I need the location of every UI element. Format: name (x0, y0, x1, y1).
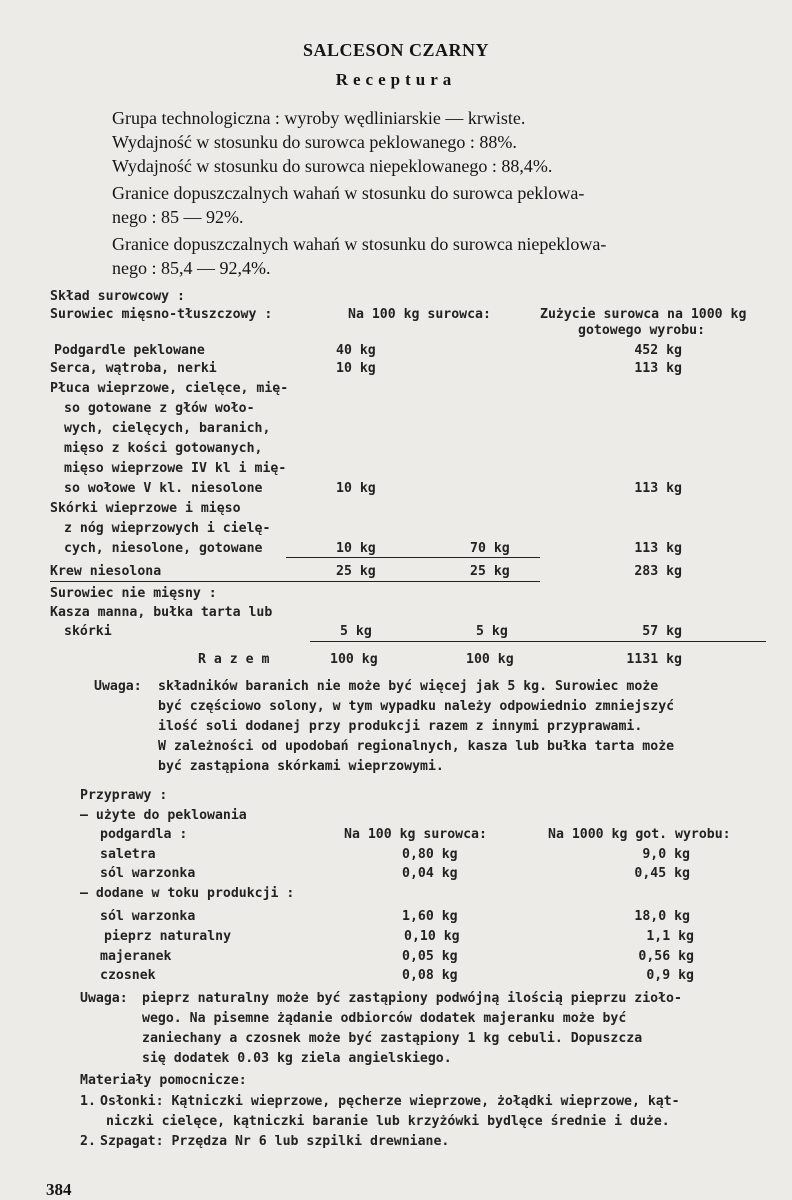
spice-100kg: 0,80 kg (402, 847, 458, 862)
spice-1000kg: 9,0 kg (642, 847, 690, 862)
table-row-label: so wołowe V kl. niesolone (64, 481, 263, 496)
intro-line: Granice dopuszczalnych wahań w stosunku do surowca peklowa- (112, 183, 585, 203)
divider (286, 557, 540, 558)
cell-1000kg: 113 kg (634, 541, 682, 556)
table-row-label: Krew niesolona (50, 564, 162, 579)
cell-peklowany: 70 kg (470, 541, 510, 556)
intro-line: Wydajność w stosunku do surowca niepeklowanego : 88,4%. (112, 156, 553, 176)
item-line: Szpagat: Przędza Nr 6 lub szpilki drewniane. (100, 1134, 450, 1149)
spice-name: pieprz naturalny (104, 929, 232, 944)
table-row-label: mięso wieprzowe IV kl i mię- (64, 461, 287, 476)
cell-100kg: 10 kg (336, 361, 376, 376)
spice-100kg: 0,10 kg (404, 929, 460, 944)
cell-1000kg: 113 kg (634, 361, 682, 376)
uwaga-line: zaniechany a czosnek może być zastąpiony 1 kg cebuli. Dopuszcza (142, 1031, 643, 1046)
cell-100kg: 25 kg (336, 564, 376, 579)
cell-peklowany: 25 kg (470, 564, 510, 579)
przyprawy-col2-header: Na 100 kg surowca: (344, 827, 487, 842)
cell-1000kg: 452 kg (634, 343, 682, 358)
intro-line: Grupa technologiczna : wyroby wędliniarskie — krwiste. (112, 108, 526, 128)
spice-100kg: 0,08 kg (402, 968, 458, 983)
spice-1000kg: 0,56 kg (638, 949, 694, 964)
sklad-col2-header: Na 100 kg surowca: (348, 307, 491, 322)
table-row-label: skórki (64, 624, 112, 639)
materialy-heading: Materiały pomocnicze: (80, 1073, 247, 1088)
spice-name: saletra (100, 847, 156, 862)
cell-100kg: 40 kg (336, 343, 376, 358)
spice-name: majeranek (100, 949, 172, 964)
spice-1000kg: 1,1 kg (646, 929, 694, 944)
intro-line: nego : 85 — 92%. (112, 207, 244, 227)
przyprawy-heading: Przyprawy : (80, 788, 168, 803)
item-number: 2. (80, 1134, 96, 1149)
group-heading: — dodane w toku produkcji : (80, 886, 295, 901)
table-row-label: Serca, wątroba, nerki (50, 361, 217, 376)
spice-100kg: 0,05 kg (402, 949, 458, 964)
uwaga-line: się dodatek 0.03 kg ziela angielskiego. (142, 1051, 452, 1066)
item-line: niczki cielęce, kątniczki baranie lub krzyżówki bydlęce średnie i duże. (106, 1114, 670, 1129)
page-title: SALCESON CZARNY (302, 40, 490, 60)
spice-name: sól warzonka (100, 909, 196, 924)
uwaga-line: W zależności od upodobań regionalnych, kasza lub bułka tarta może (158, 739, 675, 754)
sklad-heading: Skład surowcowy : (50, 289, 185, 304)
sklad-col1-header: Surowiec mięsno-tłuszczowy : (50, 307, 273, 322)
table-row-label: Skórki wieprzowe i mięso (50, 501, 241, 516)
spice-1000kg: 0,9 kg (646, 968, 694, 983)
total-1000kg: 1131 kg (626, 652, 682, 667)
total-peklowany: 100 kg (466, 652, 514, 667)
table-row-label: cych, niesolone, gotowane (64, 541, 263, 556)
uwaga-line: być zastąpiona skórkami wieprzowymi. (158, 759, 444, 774)
spice-100kg: 1,60 kg (402, 909, 458, 924)
cell-1000kg: 283 kg (634, 564, 682, 579)
sklad-col3-header-2: gotowego wyrobu: (578, 323, 706, 338)
intro-line: nego : 85,4 — 92,4%. (112, 258, 271, 278)
uwaga-line: być częściowo solony, w tym wypadku należy odpowiednio zmniejszyć (158, 699, 675, 714)
intro-line: Wydajność w stosunku do surowca peklowanego : 88%. (112, 132, 517, 152)
uwaga-line: ilość soli dodanej przy produkcji razem z innymi przyprawami. (158, 719, 643, 734)
cell-100kg: 10 kg (336, 541, 376, 556)
table-row-label: z nóg wieprzowych i cielę- (64, 521, 271, 536)
group-heading: — użyte do peklowania (80, 808, 247, 823)
table-row-label: Kasza manna, bułka tarta lub (50, 605, 273, 620)
total-label: R a z e m (198, 652, 270, 667)
table-row-label: so gotowane z głów woło- (64, 401, 255, 416)
table-row-label: mięso z kości gotowanych, (64, 441, 263, 456)
divider (50, 581, 540, 582)
table-row-label: wych, cielęcych, baranich, (64, 421, 271, 436)
przyprawy-col3-header: Na 1000 kg got. wyrobu: (548, 827, 731, 842)
sklad-col3-header: Zużycie surowca na 1000 kg (540, 307, 747, 322)
spice-1000kg: 18,0 kg (634, 909, 690, 924)
cell-100kg: 10 kg (336, 481, 376, 496)
cell-1000kg: 57 kg (642, 624, 682, 639)
spice-1000kg: 0,45 kg (634, 866, 690, 881)
divider (310, 641, 766, 642)
group-heading: podgardla : (100, 827, 188, 842)
spice-100kg: 0,04 kg (402, 866, 458, 881)
uwaga-line: pieprz naturalny może być zastąpiony podwójną ilością pieprzu zioło- (142, 991, 682, 1006)
page-subtitle: Receptura (335, 70, 457, 89)
total-100kg: 100 kg (330, 652, 378, 667)
cell-1000kg: 113 kg (634, 481, 682, 496)
item-line: Osłonki: Kątniczki wieprzowe, pęcherze wieprzowe, żołądki wieprzowe, kąt- (100, 1094, 680, 1109)
nonmeat-heading: Surowiec nie mięsny : (50, 586, 217, 601)
page-number: 384 (46, 1180, 72, 1199)
table-row-label: Płuca wieprzowe, cielęce, mię- (50, 381, 289, 396)
uwaga-label: Uwaga: (80, 991, 128, 1006)
uwaga-label: Uwaga: (94, 679, 142, 694)
intro-line: Granice dopuszczalnych wahań w stosunku do surowca niepeklowa- (112, 234, 607, 254)
uwaga-line: wego. Na pisemne żądanie odbiorców dodatek majeranku może być (142, 1011, 627, 1026)
spice-name: czosnek (100, 968, 156, 983)
cell-peklowany: 5 kg (476, 624, 508, 639)
uwaga-line: składników baranich nie może być więcej jak 5 kg. Surowiec może (158, 679, 659, 694)
cell-100kg: 5 kg (340, 624, 372, 639)
spice-name: sól warzonka (100, 866, 196, 881)
table-row-label: Podgardle peklowane (54, 343, 205, 358)
item-number: 1. (80, 1094, 96, 1109)
